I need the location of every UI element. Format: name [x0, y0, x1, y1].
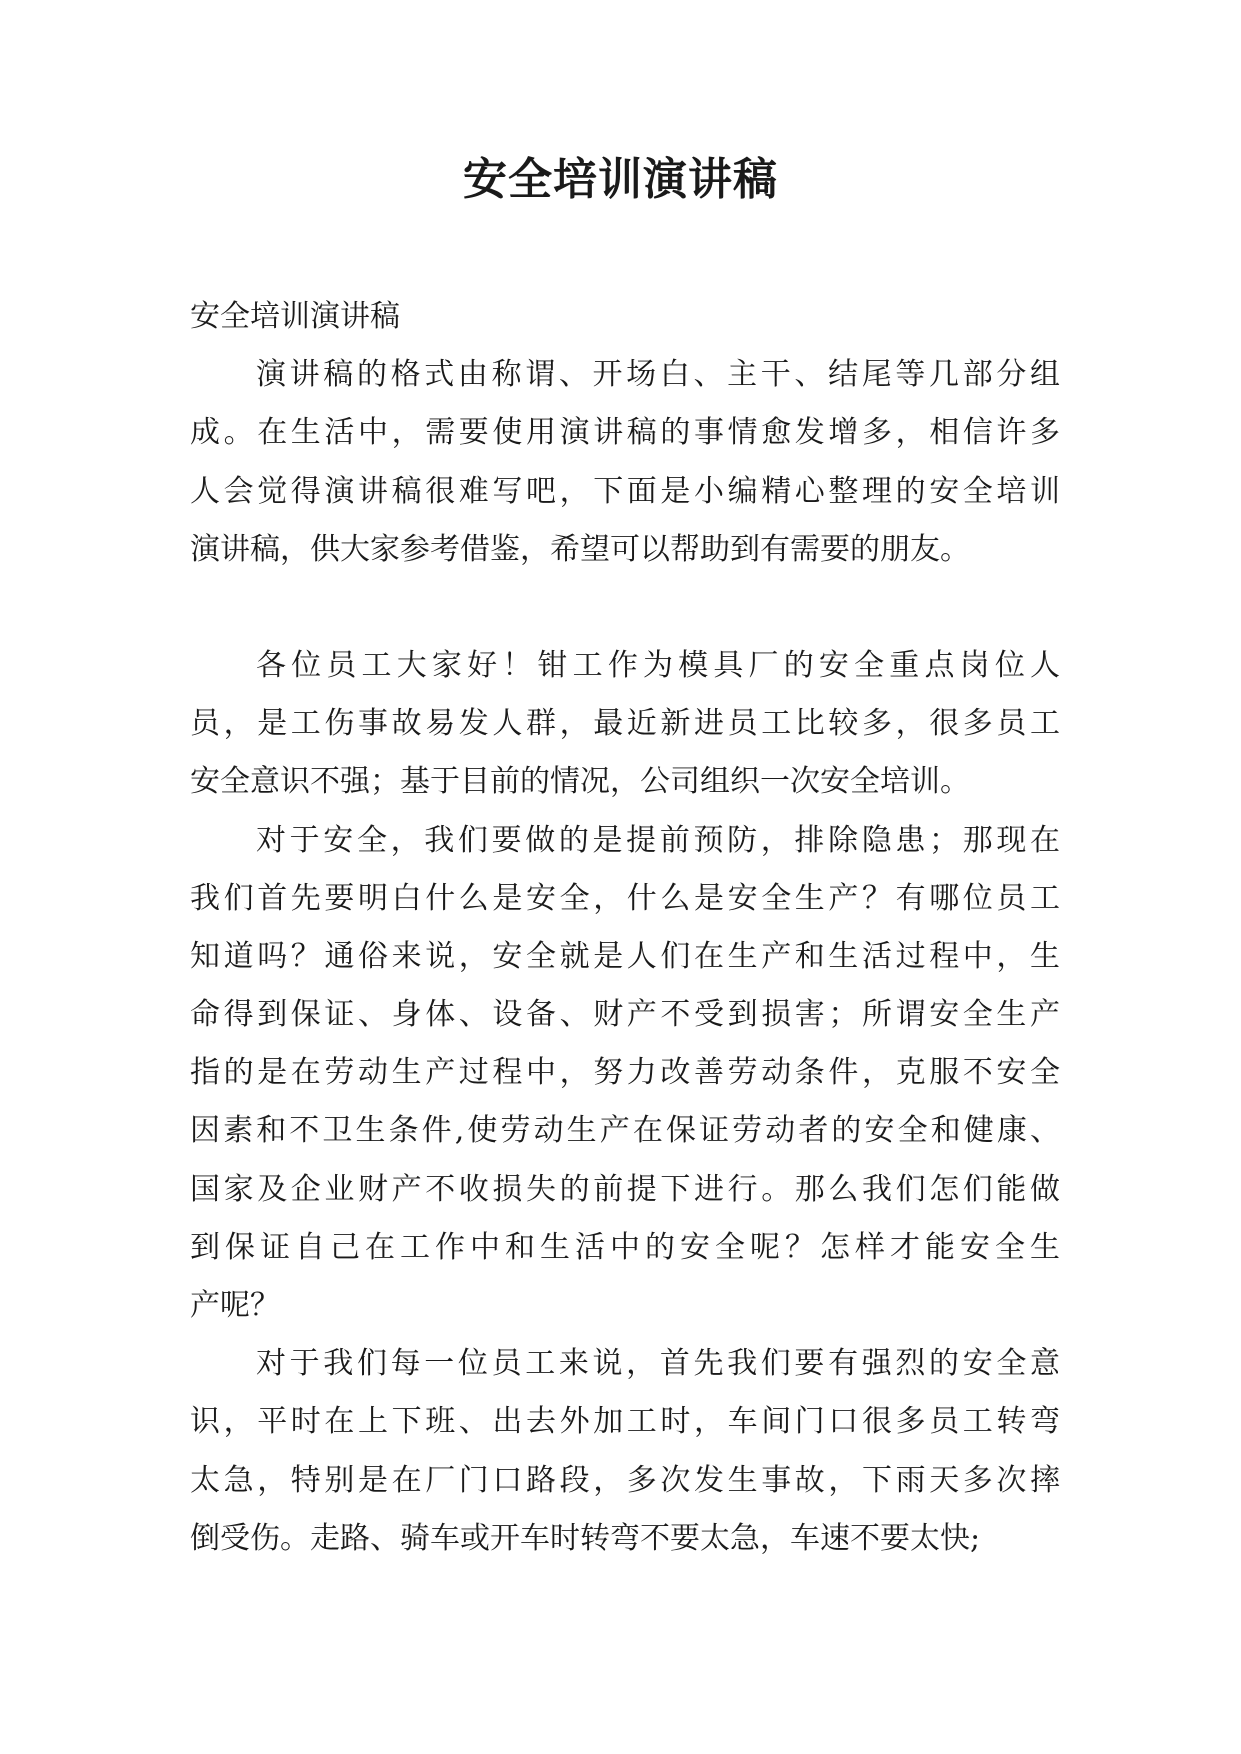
- paragraph-line: 太急，特别是在厂门口路段，多次发生事故，下雨天多次摔: [190, 1462, 1060, 1498]
- paragraph-line: 到保证自己在工作中和生活中的安全呢？怎样才能安全生: [190, 1229, 1060, 1265]
- paragraph-line: 各位员工大家好！钳工作为模具厂的安全重点岗位人: [256, 647, 1060, 683]
- paragraph-line: 指的是在劳动生产过程中，努力改善劳动条件，克服不安全: [190, 1055, 1060, 1091]
- paragraph-line: 我们首先要明白什么是安全，什么是安全生产？有哪位员工: [190, 880, 1060, 916]
- document-body: [190, 288, 1060, 1568]
- paragraph-line: 安全意识不强；基于目前的情况，公司组织一次安全培训。: [190, 764, 970, 800]
- paragraph-line: 员，是工伤事故易发人群，最近新进员工比较多，很多员工: [190, 706, 1060, 742]
- paragraph-line: 知道吗？通俗来说，安全就是人们在生产和生活过程中，生: [190, 938, 1060, 974]
- document-title: 安全培训演讲稿: [463, 154, 778, 205]
- paragraph-line: 产呢？: [190, 1288, 280, 1323]
- paragraph-line: 因素和不卫生条件,使劳动生产在保证劳动者的安全和健康、: [190, 1113, 1060, 1149]
- paragraph-line: 国家及企业财产不收损失的前提下进行。那么我们怎们能做: [190, 1171, 1060, 1207]
- paragraph-line: 对于安全，我们要做的是提前预防，排除隐患；那现在: [256, 822, 1060, 858]
- paragraph-gap: [190, 579, 1060, 637]
- paragraph-line: 识，平时在上下班、出去外加工时，车间门口很多员工转弯: [190, 1404, 1060, 1440]
- paragraph-line: 成。在生活中，需要使用演讲稿的事情愈发增多，相信许多: [190, 415, 1060, 451]
- paragraph-line: 对于我们每一位员工来说，首先我们要有强烈的安全意: [256, 1346, 1060, 1382]
- paragraph-line: 倒受伤。走路、骑车或开车时转弯不要太急，车速不要太快;: [190, 1520, 981, 1556]
- document-subtitle: 安全培训演讲稿: [190, 299, 400, 334]
- paragraph-line: 命得到保证、身体、设备、财产不受到损害；所谓安全生产: [190, 997, 1060, 1033]
- paragraph-line: 演讲稿的格式由称谓、开场白、主干、结尾等几部分组: [256, 357, 1060, 393]
- paragraph-line: 演讲稿，供大家参考借鉴，希望可以帮助到有需要的朋友。: [190, 531, 970, 567]
- paragraph-line: 人会觉得演讲稿很难写吧，下面是小编精心整理的安全培训: [190, 473, 1060, 509]
